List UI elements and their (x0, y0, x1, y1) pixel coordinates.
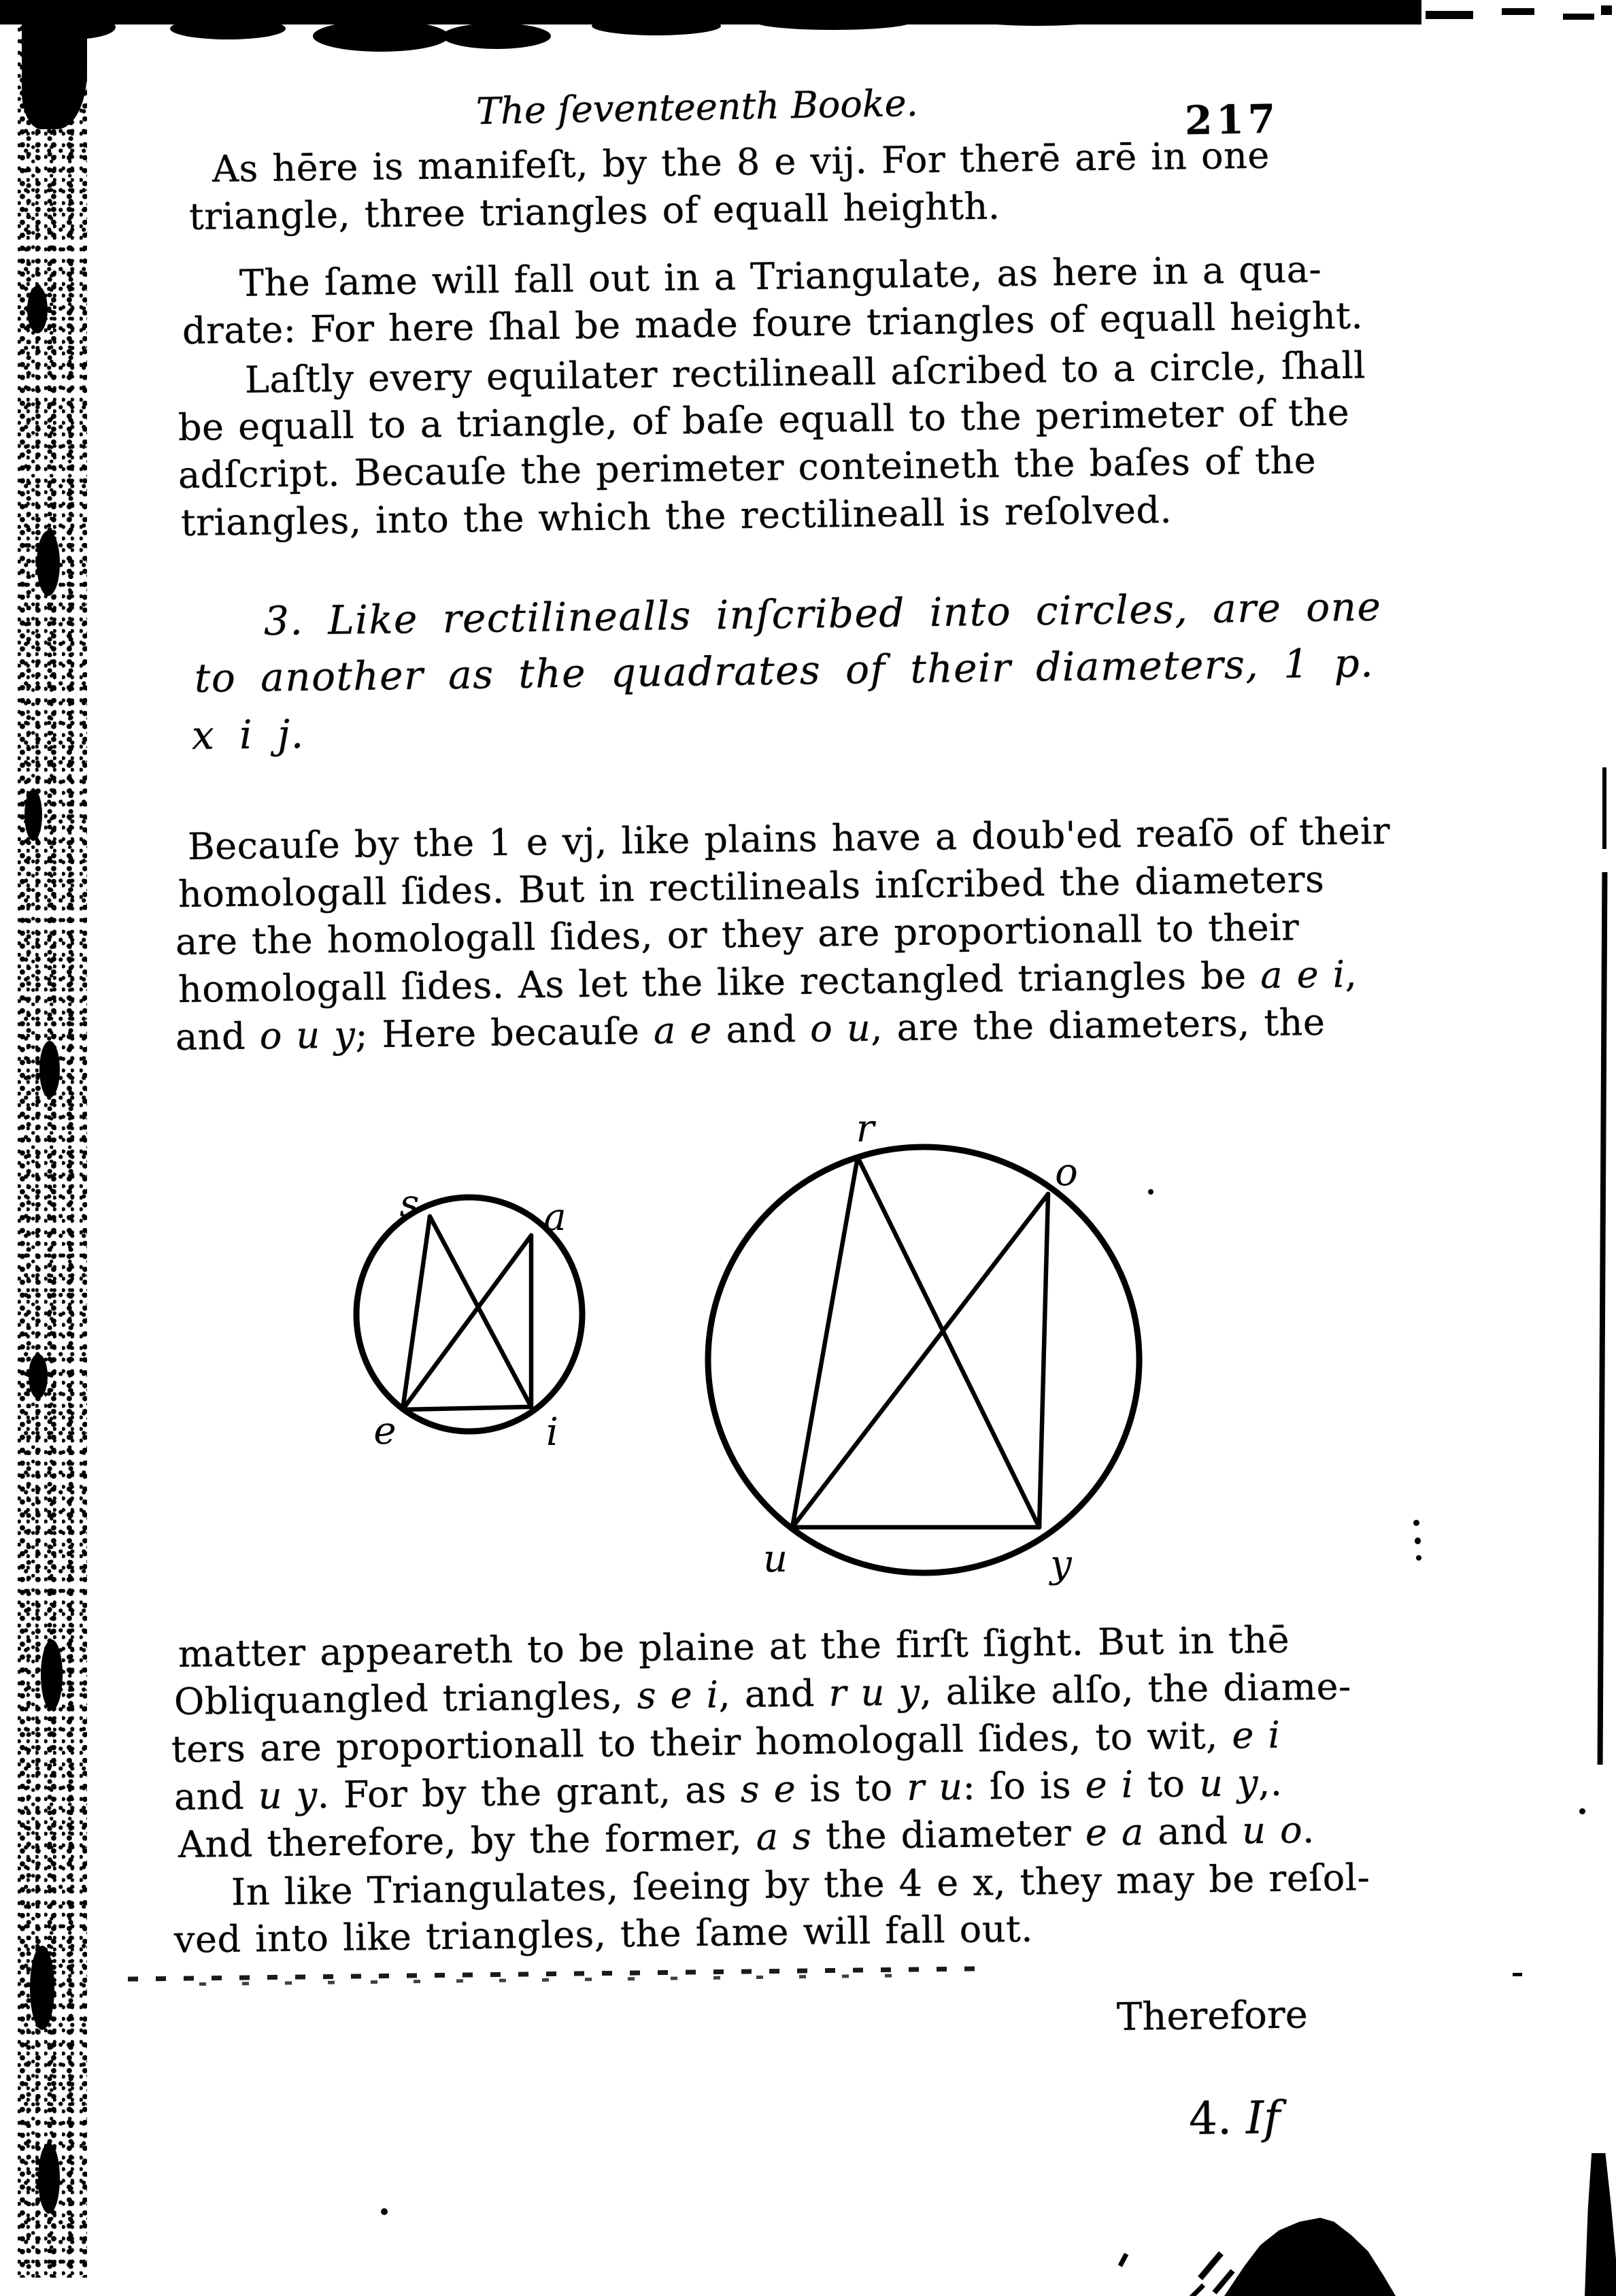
scan-edge-top-ragged (966, 11, 1109, 26)
scan-left-blob (30, 1946, 54, 2030)
stray-mark (1148, 1189, 1154, 1195)
edge-ou (792, 1194, 1048, 1527)
scan-top-right-tick (1426, 11, 1473, 19)
vertex-label-r: r (856, 1107, 875, 1151)
edge-oy (1039, 1194, 1048, 1527)
vertex-label-u: u (762, 1537, 788, 1581)
text-line: 3. Like rectilinealls inſcribed into circles, are one (263, 583, 1382, 644)
page-number: 217 (1184, 95, 1280, 144)
scan-left-blob (37, 531, 60, 596)
vertex-label-i: i (546, 1410, 558, 1454)
scan-top-right-tick (1502, 8, 1534, 15)
text-line: Obliquangled triangles, s e i, and r u y, alike alſo, the diame- (173, 1665, 1352, 1723)
text-line: be equall to a triangle, of baſe equall to the perimeter of the (178, 390, 1350, 449)
edge-ei (403, 1407, 531, 1410)
stray-mark (381, 2208, 388, 2215)
scan-left-blob (27, 286, 48, 333)
text-line: to another as the quadrates of their diameters, 1 p. (194, 639, 1375, 701)
text-line: In like Triangulates, ſeeing by the 4 e x, they may be reſol- (231, 1856, 1370, 1914)
scan-edge-top-ragged (170, 18, 286, 39)
text-line: The ſame will fall out in a Triangulate, as here in a qua- (239, 248, 1322, 305)
stray-mark (1513, 1973, 1522, 1976)
vertex-label-y: y (1050, 1542, 1072, 1586)
stray-mark (1416, 1555, 1421, 1561)
text-line: ters are proportionall to their homologall ſides, to wit, e i (171, 1713, 1281, 1771)
scan-corner-blob (22, 4, 87, 129)
text-line: Therefore (1116, 1993, 1309, 2040)
scan-edge-top-ragged (442, 23, 551, 49)
scan-edge-top-ragged (755, 14, 911, 30)
stray-mark (1579, 1808, 1585, 1814)
text-line: drate: For here ſhal be made foure triangles of equall height. (182, 294, 1364, 352)
text-line: 4. If (1188, 2091, 1281, 2145)
text-line: As hēre is manifeſt, by the 8 e vij. For therē arē in one (212, 133, 1270, 190)
edge-ru (792, 1157, 858, 1527)
scan-left-blob (38, 2143, 60, 2214)
text-line: And therefore, by the former, a s the diameter e a and u o. (178, 1808, 1315, 1866)
running-header-title: The ſeventeenth Booke. (475, 81, 919, 133)
stray-mark (1415, 1537, 1421, 1544)
scan-top-right-tick (1563, 14, 1594, 20)
text-line: and u y. For by the grant, as s e is to r u: ſo is e i to u y,. (173, 1761, 1283, 1818)
edge-si (430, 1216, 531, 1407)
edge-ry (858, 1157, 1039, 1527)
vertex-label-a: a (543, 1195, 567, 1239)
text-line: homologall ſides. But in rectilineals inſcribed the diameters (178, 857, 1325, 916)
scan-left-blob (24, 789, 42, 841)
stray-mark (1413, 1520, 1419, 1526)
vertex-label-e: e (373, 1409, 397, 1453)
vertex-label-s: s (399, 1182, 420, 1226)
scan-edge-top-ragged (313, 20, 449, 52)
scan-left-blob (39, 1041, 60, 1098)
text-line: adſcript. Becauſe the perimeter conteineth the baſes of the (178, 439, 1317, 497)
text-line: ved into like triangles, the ſame will fall out. (173, 1907, 1034, 1961)
text-line: triangle, three triangles of equall heighth. (188, 184, 1000, 238)
text-line: x i j. (191, 710, 305, 759)
text-line: and o u y; Here becauſe a e and o u, are the diameters, the (175, 1000, 1326, 1059)
text-line: are the homologall ſides, or they are proportionall to their (175, 905, 1300, 963)
text-line: triangles, into the which the rectilineall is reſolved. (180, 488, 1173, 544)
circle-large-circle (708, 1147, 1139, 1573)
scan-left-blob (41, 1640, 63, 1710)
text-line: homologall ſides. As let the like rectangled triangles be a e i, (178, 952, 1358, 1011)
scan-edge-top-ragged (1149, 8, 1292, 22)
scan-top-right-tick (1601, 5, 1612, 15)
text-line: Laſtly every equilater rectilineall aſcribed to a circle, ſhall (244, 344, 1366, 401)
text-line: matter appeareth to be plaine at the firſt ſight. But in thē (178, 1618, 1290, 1676)
vertex-label-o: o (1055, 1150, 1078, 1195)
scan-left-blob (29, 1354, 48, 1399)
text-line: Becauſe by the 1 e vj, like plains have a doub'ed reaſō of their (187, 809, 1391, 868)
scan-edge-top-ragged (592, 16, 721, 35)
scan-edge-left (18, 0, 87, 2278)
scan-right-line (1602, 767, 1606, 849)
